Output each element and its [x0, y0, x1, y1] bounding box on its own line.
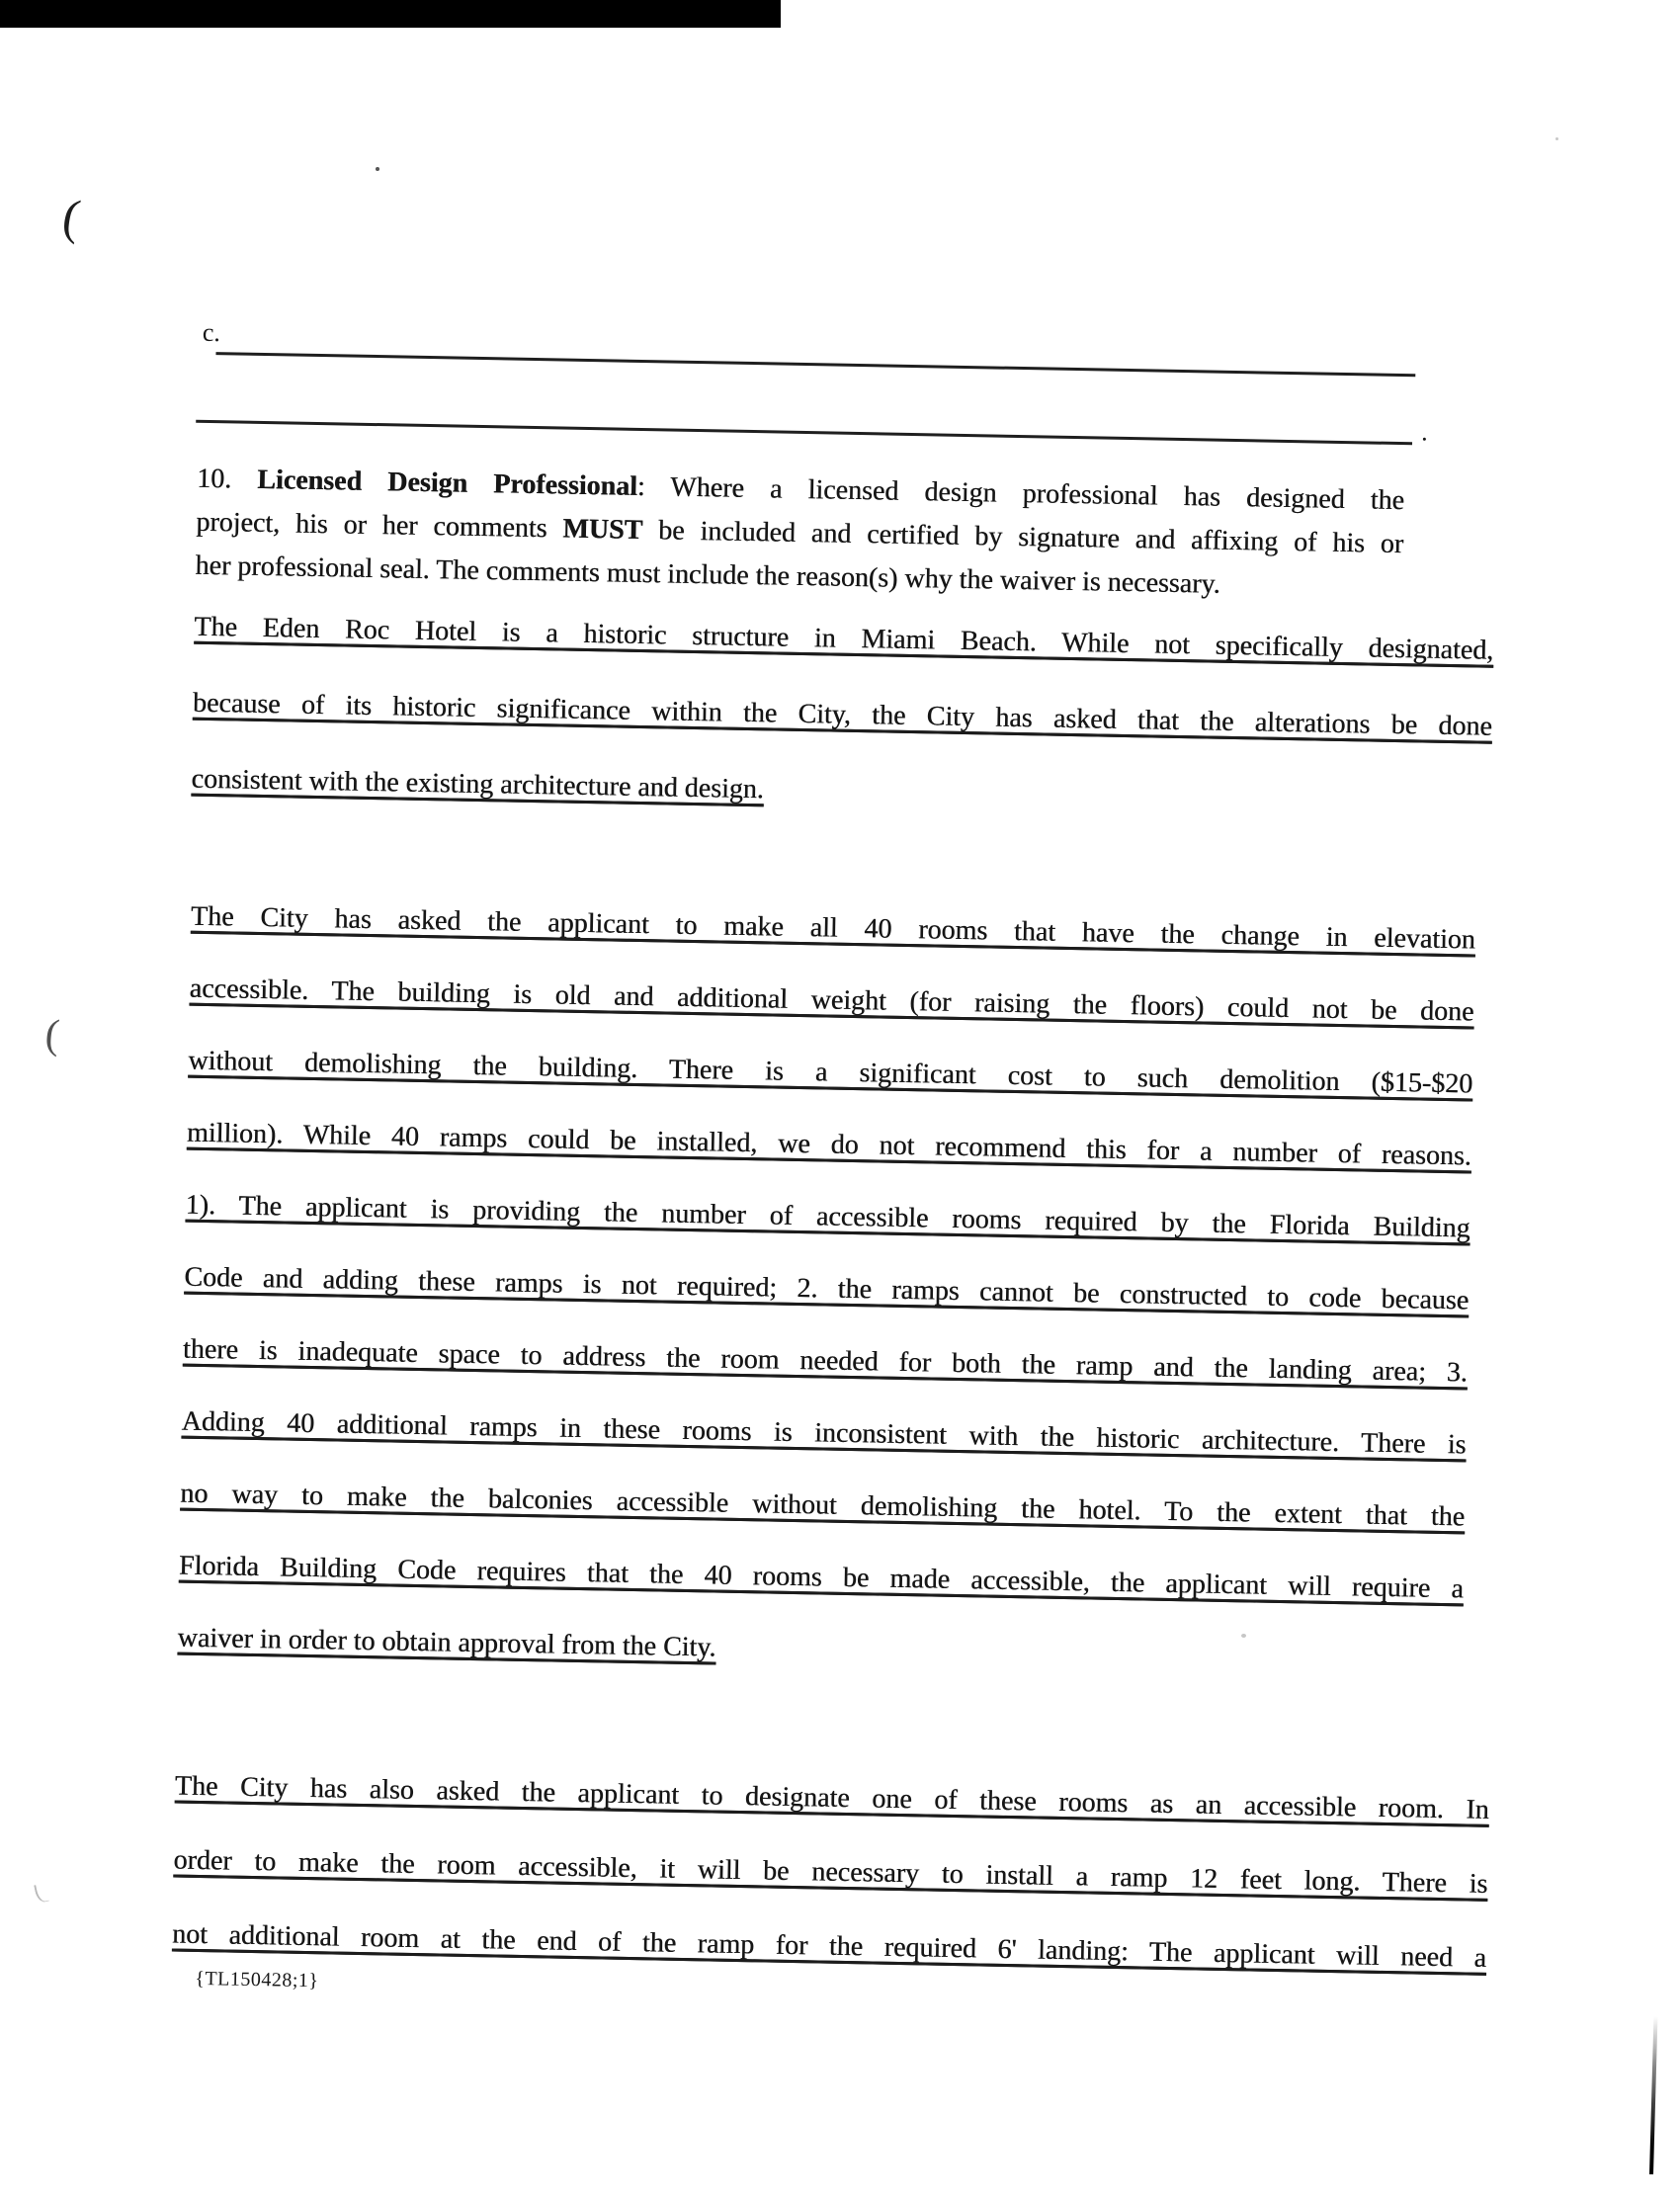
text-segment: without demolishing the building. There is a significant cost to such demolition ($15-$20: [188, 1045, 1473, 1100]
text-segment: The City has asked the applicant to make all 40 rooms that have the change in elevation: [190, 900, 1476, 956]
paragraph-10-licensed-design-professional: [195, 458, 1404, 610]
text-segment: order to make the room accessible, it will be necessary to install a ramp 12 feet long. There is: [173, 1844, 1488, 1900]
stray-period: .: [1420, 417, 1428, 447]
text-segment: be included and certified by signature and affixing of his or: [641, 515, 1404, 560]
bold-text-segment: MUST: [562, 513, 643, 547]
text-segment: million). While 40 ramps could be installed, we do not recommend this for a number of reasons.: [186, 1117, 1472, 1172]
text-segment: there is inadequate space to address the room needed for both the ramp and the landing area; 3.: [182, 1333, 1469, 1389]
text-segment: her professional seal. The comments must include the reason(s) why the waiver is necessary.: [195, 550, 1220, 600]
text-segment: Code and adding these ramps is not required; 2. the ramps cannot be constructed to code because: [184, 1261, 1470, 1316]
text-segment: because of its historic significance within the City, the City has asked that the alterations be done: [192, 687, 1493, 742]
text-segment: no way to make the balconies accessible without demolishing the hotel. To the extent that the: [180, 1478, 1466, 1533]
blank-answer-line-2: [196, 420, 1412, 446]
text-segment: not additional room at the end of the ramp for the required 6' landing: The applicant will need a: [171, 1918, 1487, 1974]
stray-paren-mark-top: (: [58, 188, 84, 245]
text-segment: project, his or her comments: [196, 506, 563, 545]
text-segment: 1). The applicant is providing the number of accessible rooms required by the Florida Building: [185, 1189, 1470, 1244]
text-segment: waiver in order to obtain approval from the City.: [177, 1622, 716, 1663]
text-segment: The City has also asked the applicant to designate one of these rooms as an accessible room. In: [174, 1770, 1489, 1825]
statement-historic-structure: [191, 589, 1494, 841]
document-code-footer: {TL150428;1}: [195, 1967, 319, 1992]
text-segment: The Eden Roc Hotel is a historic structure in Miami Beach. While not specifically designated,: [194, 611, 1494, 666]
text-segment: accessible. The building is old and additional weight (for raising the floors) could not be done: [189, 973, 1474, 1028]
text-segment: : Where a licensed design professional has designed the: [636, 470, 1405, 517]
text-segment: consistent with the existing architecture and design.: [191, 763, 765, 805]
blank-answer-line-1: [215, 352, 1415, 377]
text-segment: Florida Building Code requires that the 40 rooms be made accessible, the applicant will require a: [178, 1550, 1465, 1605]
stray-paren-mark-middle: (: [43, 1011, 61, 1059]
text-segment: Adding 40 additional ramps in these rooms is inconsistent with the historic architecture. There is: [181, 1405, 1467, 1461]
text-segment: 10.: [196, 463, 258, 495]
bold-text-segment: Licensed Design Professional: [257, 464, 638, 502]
statement-accessible-room-ramp: [171, 1749, 1489, 1995]
scanner-streak-line: [1649, 2016, 1657, 2174]
form-item-c-label: c.: [202, 317, 221, 348]
statement-40-rooms-accessibility: [177, 881, 1475, 1698]
